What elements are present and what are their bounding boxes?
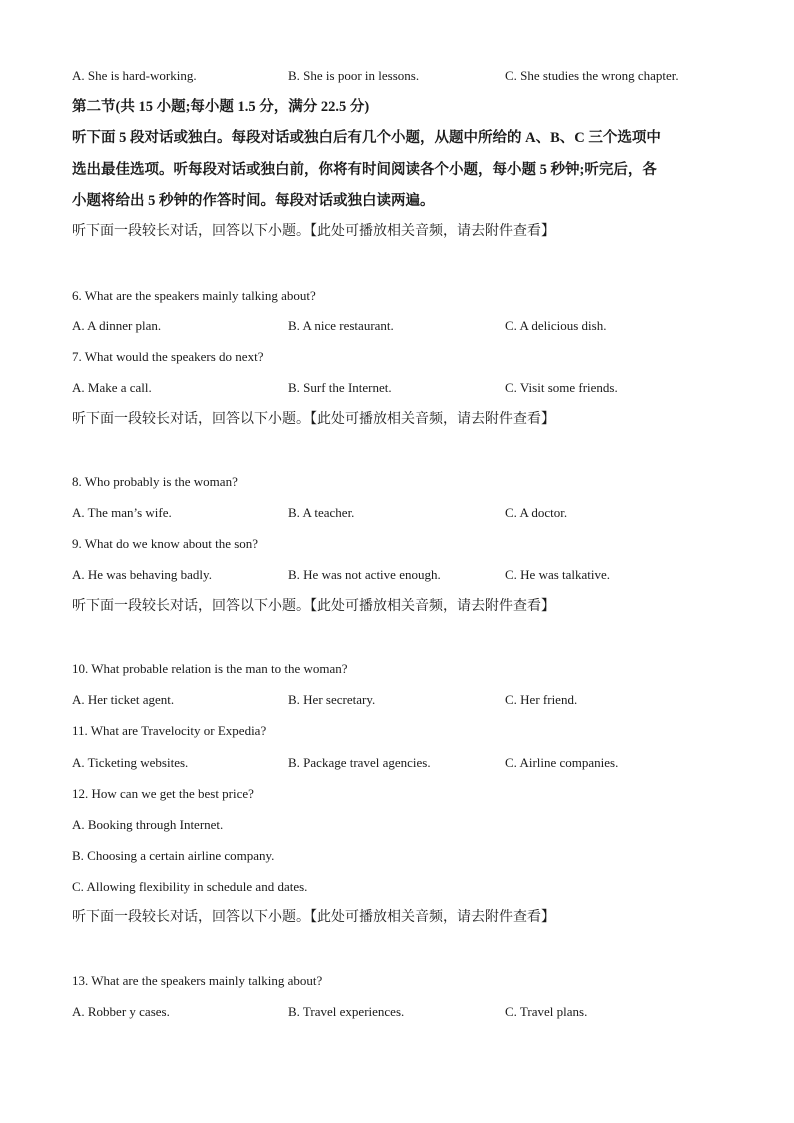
q12-option-c: C. Allowing flexibility in schedule and dates. <box>72 879 308 894</box>
q13-option-b: B. Travel experiences. <box>288 1004 405 1019</box>
audio-note: 听下面一段较长对话，回答以下小题。【此处可播放相关音频，请去附件查看】 <box>72 599 555 614</box>
question-10: 10. What probable relation is the man to the woman? <box>72 661 348 676</box>
q8-option-a: A. The man’s wife. <box>72 505 172 520</box>
q11-option-b: B. Package travel agencies. <box>288 755 431 770</box>
q10-option-a: A. Her ticket agent. <box>72 692 175 707</box>
instruction-line: 小题将给出 5 秒钟的作答时间。每段对话或独白读两遍。 <box>72 193 435 209</box>
q7-option-b: B. Surf the Internet. <box>288 380 392 395</box>
instruction-line: 选出最佳选项。听每段对话或独白前，你将有时间阅读各个小题，每小题 5 秒钟;听完后，各 <box>72 162 657 178</box>
q9-option-a: A. He was behaving badly. <box>72 567 212 582</box>
q12-option-b: B. Choosing a certain airline company. <box>72 848 275 863</box>
q12-option-a: A. Booking through Internet. <box>72 817 224 832</box>
q7-option-a: A. Make a call. <box>72 380 152 395</box>
q6-option-b: B. A nice restaurant. <box>288 318 394 333</box>
question-9: 9. What do we know about the son? <box>72 536 259 551</box>
q8-option-b: B. A teacher. <box>288 505 355 520</box>
question-8: 8. Who probably is the woman? <box>72 474 238 489</box>
q6-option-a: A. A dinner plan. <box>72 318 162 333</box>
q10-option-c: C. Her friend. <box>505 692 578 707</box>
question-6: 6. What are the speakers mainly talking about? <box>72 288 316 303</box>
q6-option-c: C. A delicious dish. <box>505 318 607 333</box>
audio-note: 听下面一段较长对话，回答以下小题。【此处可播放相关音频，请去附件查看】 <box>72 910 555 925</box>
q11-option-a: A. Ticketing websites. <box>72 755 189 770</box>
q9-option-c: C. He was talkative. <box>505 567 611 582</box>
q8-option-c: C. A doctor. <box>505 505 568 520</box>
question-7: 7. What would the speakers do next? <box>72 349 264 364</box>
option-b: B. She is poor in lessons. <box>288 68 420 83</box>
option-c: C. She studies the wrong chapter. <box>505 68 679 83</box>
option-a: A. She is hard-working. <box>72 68 197 83</box>
audio-note: 听下面一段较长对话，回答以下小题。【此处可播放相关音频，请去附件查看】 <box>72 412 555 427</box>
section-heading: 第二节(共 15 小题;每小题 1.5 分，满分 22.5 分) <box>72 99 370 115</box>
q11-option-c: C. Airline companies. <box>505 755 619 770</box>
q10-option-b: B. Her secretary. <box>288 692 376 707</box>
q7-option-c: C. Visit some friends. <box>505 380 618 395</box>
question-13: 13. What are the speakers mainly talking about? <box>72 973 323 988</box>
instruction-line: 听下面 5 段对话或独白。每段对话或独白后有几个小题，从题中所给的 A、B、C 三个选项中 <box>72 130 661 146</box>
question-12: 12. How can we get the best price? <box>72 786 254 801</box>
q13-option-a: A. Robber y cases. <box>72 1004 170 1019</box>
q9-option-b: B. He was not active enough. <box>288 567 441 582</box>
q13-option-c: C. Travel plans. <box>505 1004 588 1019</box>
audio-note: 听下面一段较长对话，回答以下小题。【此处可播放相关音频，请去附件查看】 <box>72 224 555 239</box>
question-11: 11. What are Travelocity or Expedia? <box>72 723 267 738</box>
